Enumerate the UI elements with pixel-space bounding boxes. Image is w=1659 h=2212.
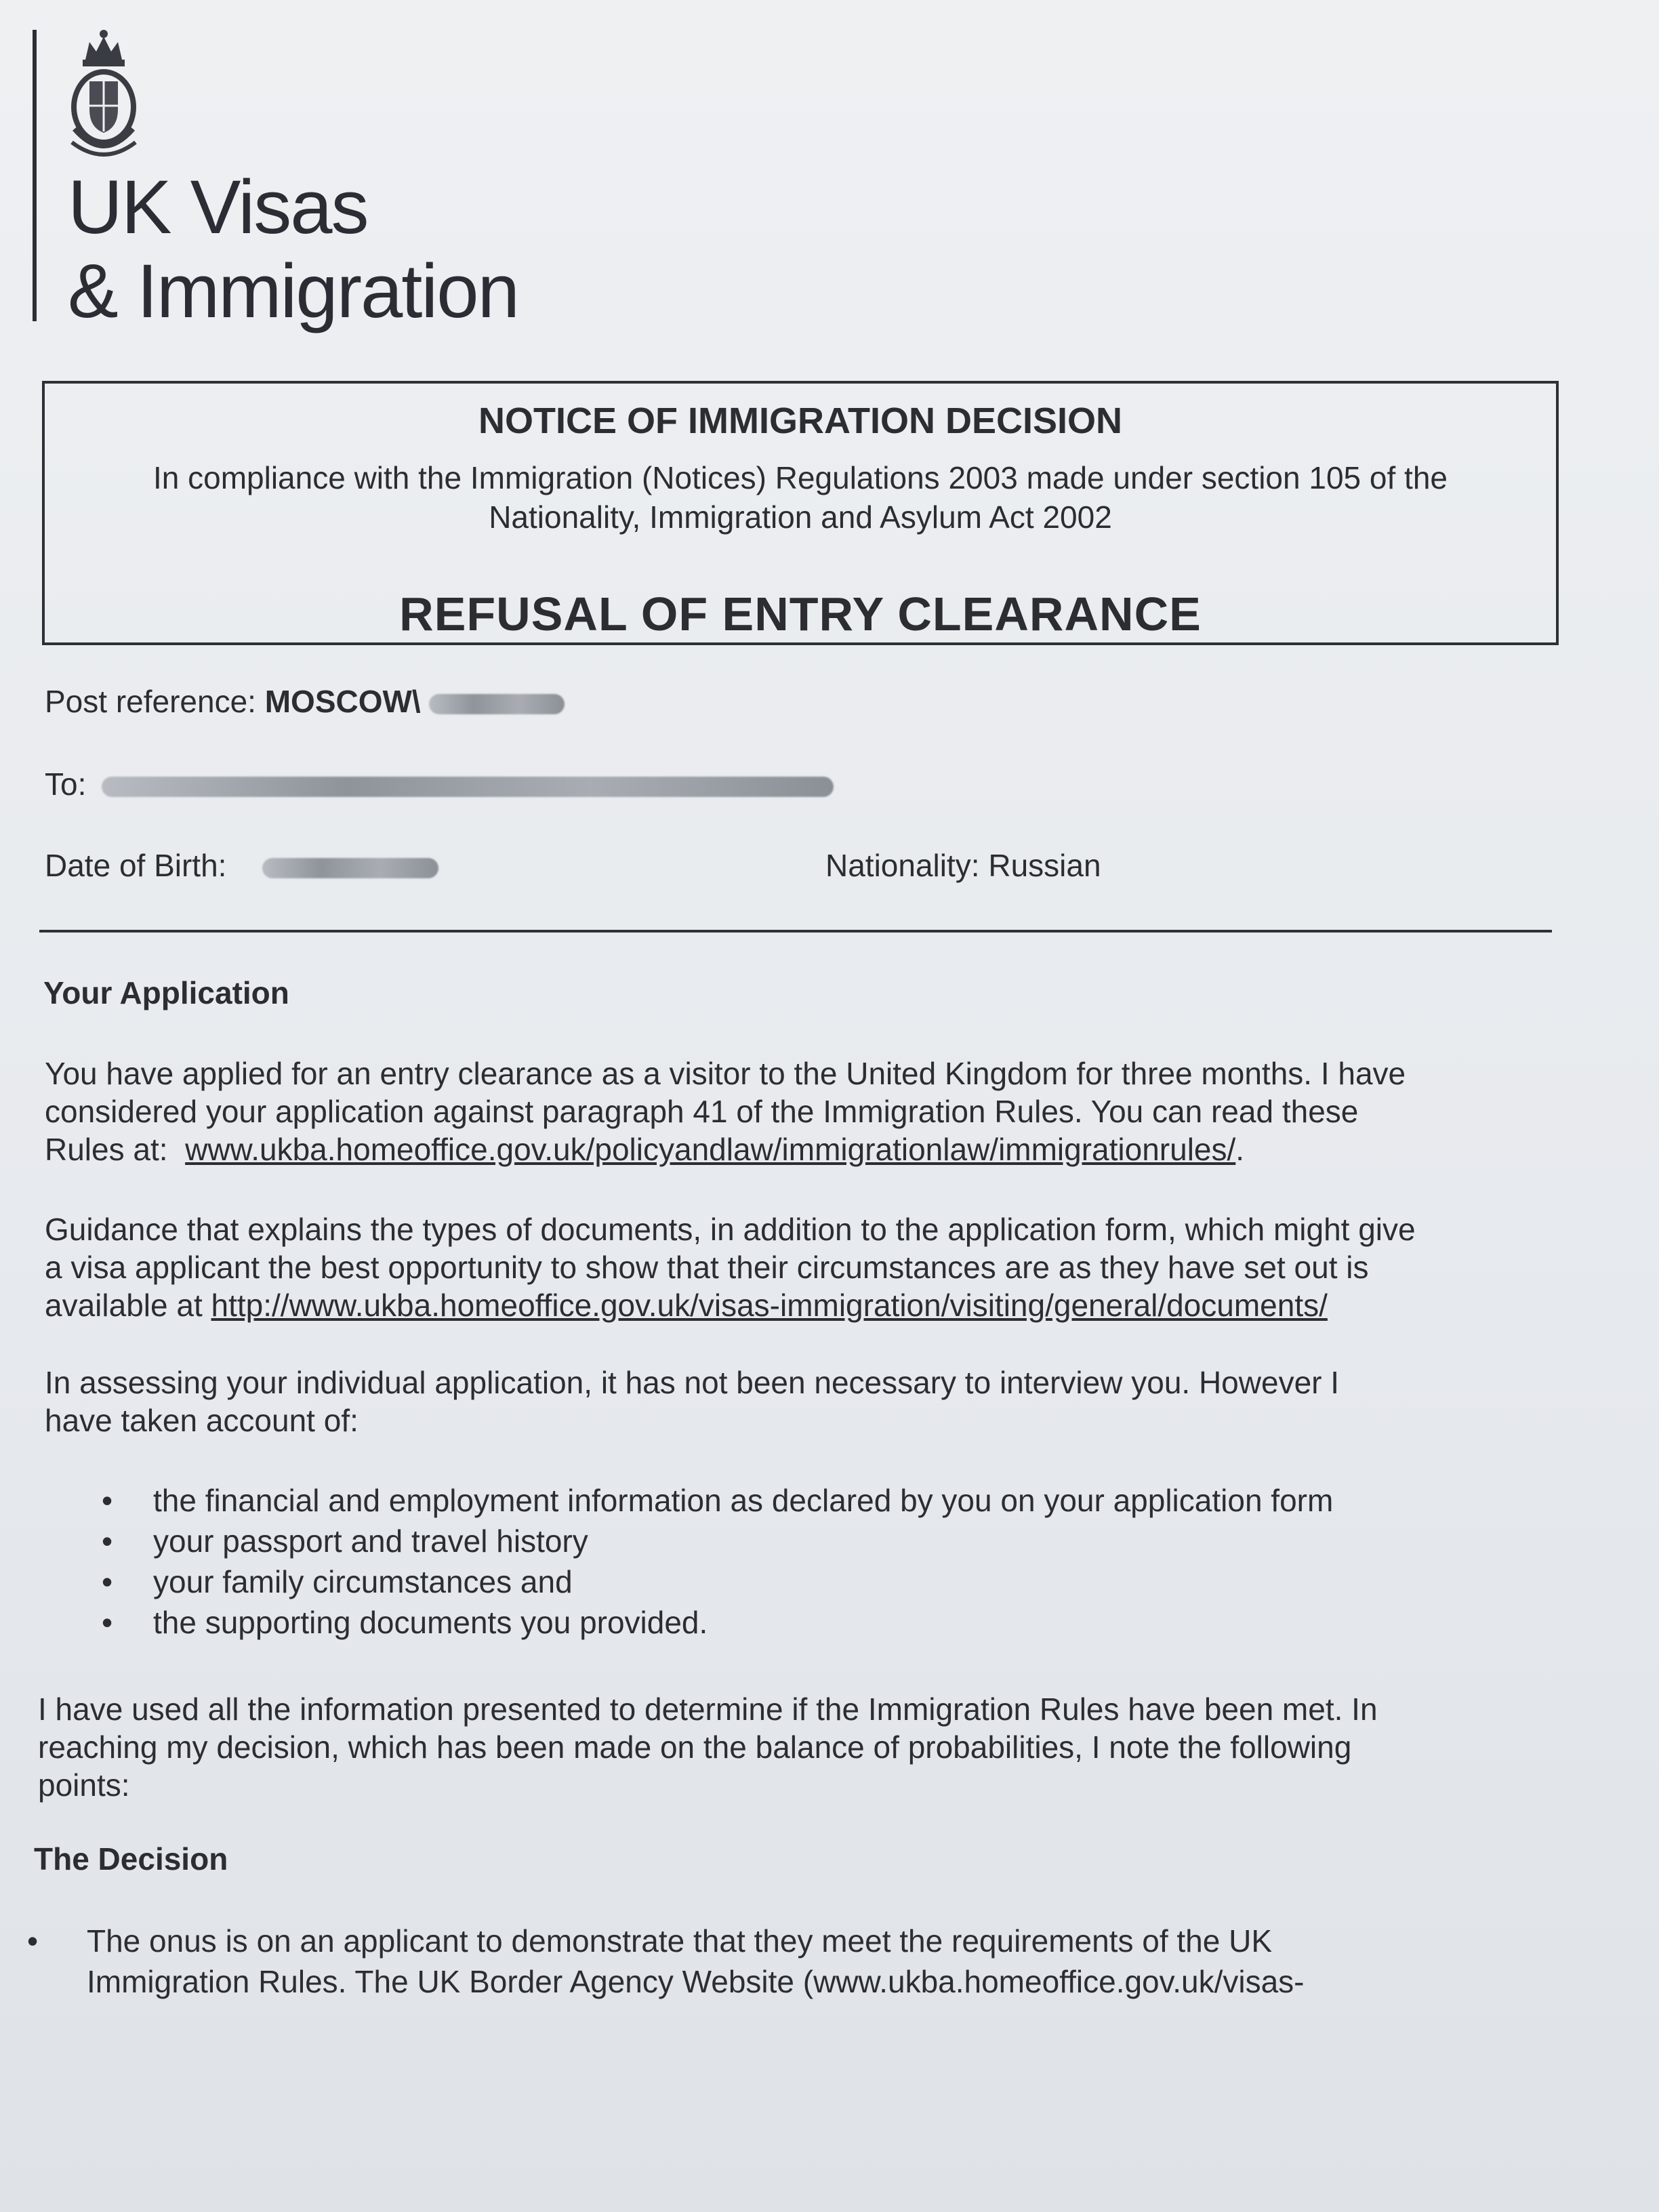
decision-bullet <box>27 1921 1591 2002</box>
compliance-line-1: In compliance with the Immigration (Notices) Regulations 2003 made under section 105 of the <box>152 460 1448 495</box>
paragraph-line: considered your application against paragraph 41 of the Immigration Rules. You can read these <box>45 1094 1359 1129</box>
recipient <box>45 766 834 802</box>
section-divider <box>39 930 1552 933</box>
notice-compliance-text <box>72 458 1529 537</box>
compliance-line-2: Nationality, Immigration and Asylum Act 2002 <box>489 499 1112 535</box>
notice-box <box>42 381 1559 645</box>
guidance-documents-link[interactable]: http://www.ukba.homeoffice.gov.uk/visas-immigration/visiting/general/documents/ <box>211 1288 1328 1323</box>
redaction-mark <box>429 694 565 714</box>
paragraph-line: In assessing your individual application, it has not been necessary to interview you. However I <box>45 1365 1340 1400</box>
immigration-rules-link[interactable]: www.ukba.homeoffice.gov.uk/policyandlaw/immigrationlaw/immigrationrules/ <box>185 1132 1236 1167</box>
redaction-mark <box>102 777 834 797</box>
assessment-paragraph <box>45 1364 1556 1439</box>
rules-link-suffix: . <box>1235 1132 1245 1167</box>
paragraph-line: Immigration Rules. The UK Border Agency Website (www.ukba.homeoffice.gov.uk/visas- <box>87 1964 1305 1999</box>
paragraph-line: reaching my decision, which has been made on the balance of probabilities, I note the following <box>38 1729 1352 1765</box>
royal-crest-icon <box>65 27 142 163</box>
list-item: • your family circumstances and <box>102 1561 1333 1602</box>
org-name <box>68 165 518 333</box>
paragraph-line: have taken account of: <box>45 1403 359 1438</box>
nationality <box>825 847 1101 884</box>
to-label: To: <box>45 766 87 802</box>
considerations-list <box>102 1480 1333 1643</box>
org-name-line-2: & Immigration <box>68 249 518 333</box>
paragraph-line: points: <box>38 1767 130 1803</box>
rules-link-prefix: Rules at: <box>45 1132 168 1167</box>
bullet-dot: • <box>27 1923 39 1959</box>
paragraph-line: a visa applicant the best opportunity to show that their circumstances are as they have set out is <box>45 1250 1369 1285</box>
paragraph-line <box>45 1130 1556 1168</box>
date-of-birth <box>45 847 438 884</box>
list-item: • your passport and travel history <box>102 1521 1333 1561</box>
list-item: • the supporting documents you provided. <box>102 1602 1333 1643</box>
header-divider-bar <box>33 30 37 321</box>
paragraph-line <box>45 1286 1556 1324</box>
list-item: • the financial and employment information as declared by you on your application form <box>102 1480 1333 1521</box>
org-name-line-1: UK Visas <box>68 165 368 249</box>
notice-title: NOTICE OF IMMIGRATION DECISION <box>478 401 1122 441</box>
guidance-link-prefix: available at <box>45 1288 203 1323</box>
post-reference <box>45 683 565 720</box>
post-reference-label: Post reference: <box>45 684 256 719</box>
nationality-label: Nationality: <box>825 848 980 883</box>
post-reference-value: MOSCOW\ <box>264 684 421 719</box>
nationality-value: Russian <box>988 848 1101 883</box>
paragraph-line: I have used all the information presented to determine if the Immigration Rules have been met. In <box>38 1692 1378 1727</box>
information-paragraph <box>38 1690 1549 1804</box>
paragraph-line: You have applied for an entry clearance as a visitor to the United Kingdom for three months. I have <box>45 1056 1406 1091</box>
your-application-heading: Your Application <box>43 975 289 1010</box>
paragraph-line: The onus is on an applicant to demonstrate that they meet the requirements of the UK <box>87 1923 1273 1959</box>
redaction-mark <box>262 858 438 878</box>
application-paragraph <box>45 1054 1556 1168</box>
guidance-paragraph <box>45 1210 1556 1324</box>
refusal-heading: REFUSAL OF ENTRY CLEARANCE <box>399 588 1202 640</box>
decision-heading: The Decision <box>34 1841 228 1877</box>
dob-label: Date of Birth: <box>45 848 227 883</box>
paragraph-line: Guidance that explains the types of documents, in addition to the application form, which might give <box>45 1212 1416 1247</box>
